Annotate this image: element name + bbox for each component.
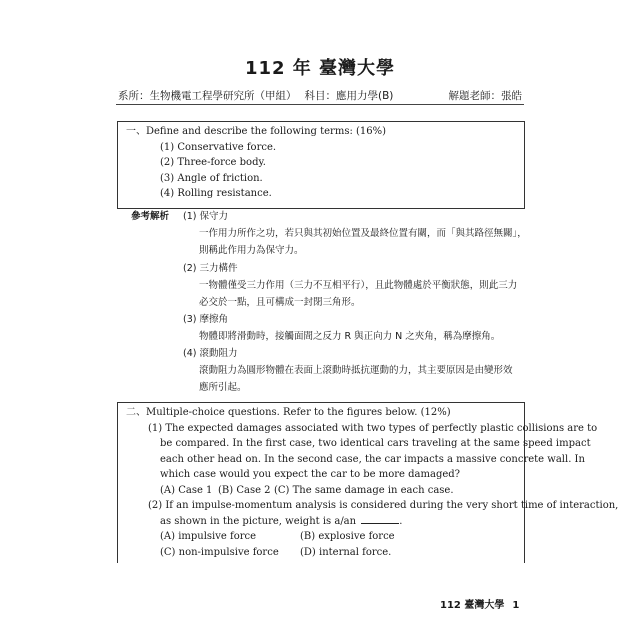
term-item: (1) Conservative force.: [160, 141, 277, 153]
question-text-line: (1) The expected damages associated with two types of perfectly plastic collisions are to: [148, 422, 598, 434]
answer-text-line: 物體即將滑動時，接觸面間之反力 R 與正向力 N 之夾角，稱為摩擦角。: [199, 331, 501, 342]
answer-item-title: (4) 滾動阻力: [183, 348, 238, 359]
department-label: 系所：生物機電工程學研究所（甲組）: [118, 90, 297, 102]
teacher-label: 解題老師：張皓: [448, 90, 522, 102]
option-b: (B) explosive force: [300, 531, 395, 542]
question-text-line: each other head on. In the second case, the car impacts a massive concrete wall. In: [160, 453, 585, 465]
mc-question-1: [118, 421, 598, 499]
option-b: (B) Case 2: [218, 484, 271, 496]
question-text-fragment: as shown in the picture, weight is a/an: [160, 515, 357, 527]
answer-text-line: 一作用力所作之功，若只與其初始位置及最終位置有關，而「與其路徑無關」，: [199, 228, 527, 239]
subject-label: 科目：應用力學(B): [304, 90, 394, 102]
page-footer: [440, 596, 519, 611]
option-row: [148, 483, 514, 499]
mc-question-2: [118, 498, 619, 560]
page-title: 112 年 臺灣大學: [244, 58, 396, 79]
option-a: (A) Case 1: [160, 484, 213, 496]
term-item: (2) Three-force body.: [160, 157, 266, 168]
question-text-line: which case would you expect the car to be more damaged?: [160, 469, 461, 480]
answer-item-title: (3) 摩擦角: [183, 314, 228, 325]
answer-text-line: 必交於一點，且可構成一封閉三角形。: [199, 297, 361, 308]
option-c: (C) non-impulsive force: [160, 546, 279, 558]
term-item: (3) Angle of friction.: [160, 172, 263, 184]
question-2-heading: 二、Multiple-choice questions. Refer to the figures below. (12%): [126, 407, 451, 418]
question-text-line: (2) If an impulse-momentum analysis is considered during the very short time of interaction,: [148, 500, 619, 511]
answer-text-line: 應所引起。: [199, 382, 247, 393]
answer-text-line: 一物體僅受三力作用（三力不互相平行），且此物體處於平衡狀態，則此三力: [199, 280, 518, 291]
question-1-box: [117, 121, 525, 209]
option-c: (C) The same damage in each case.: [274, 484, 454, 496]
answer-label: 參考解析: [131, 211, 170, 222]
question-text-line: be compared. In the first case, two identical cars traveling at the same speed impact: [160, 438, 591, 449]
option-d: (D) internal force.: [300, 546, 392, 558]
question-2-box: [117, 402, 619, 563]
answer-text-line: 則稱此作用力為保守力。: [199, 245, 304, 256]
option-row: [148, 529, 514, 545]
answer-text-line: 滾動阻力為圓形物體在表面上滾動時抵抗運動的力，其主要原因是由變形效: [199, 365, 513, 376]
answer-item-title: (2) 三力構件: [183, 263, 238, 274]
answer-item-title: (1) 保守力: [183, 211, 228, 222]
page-number: 1: [512, 600, 520, 611]
header-meta: [118, 88, 522, 103]
term-item: (4) Rolling resistance.: [160, 188, 272, 199]
footer-label: 112 臺灣大學: [440, 600, 505, 611]
question-text-line: as shown in the picture, weight is a/an .: [160, 515, 403, 527]
question-1-heading: 一、Define and describe the following terms: (16%): [126, 126, 387, 137]
option-row: [148, 545, 514, 561]
header-divider: [116, 104, 524, 105]
option-a: (A) impulsive force: [160, 531, 257, 542]
answer-blank: [361, 514, 399, 524]
